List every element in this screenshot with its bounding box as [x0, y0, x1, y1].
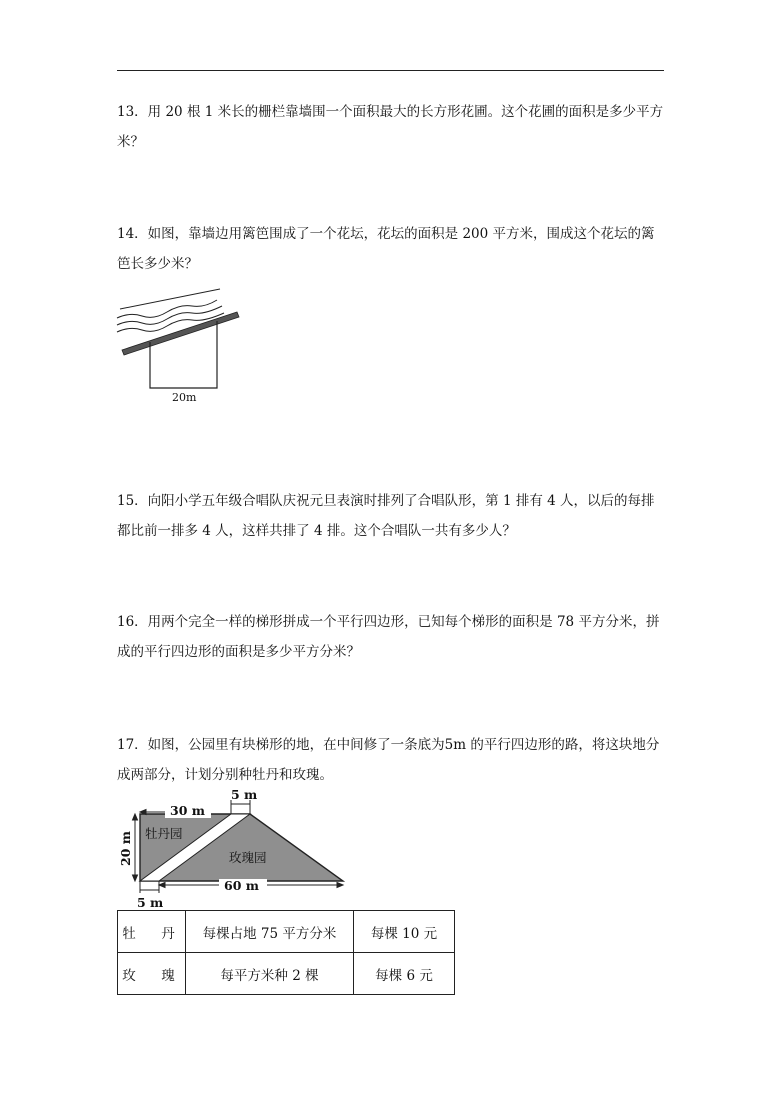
- plant-spec-cell: 每棵占地 75 平方分米: [186, 911, 354, 953]
- wall: [122, 312, 239, 355]
- wall-hatch-line: [120, 289, 220, 309]
- question-15: 15．向阳小学五年级合唱队庆祝元旦表演时排列了合唱队形，第 1 排有 4 人，以后的每排都比前一排多 4 人，这样共排了 4 排。这个合唱队一共有多少人？: [117, 493, 655, 539]
- road-top-label: 5 m: [231, 787, 258, 802]
- question-17: 17．如图，公园里有块梯形的地，在中间修了一条底为5m 的平行四边形的路，将这块地分成两部分，计划分别种牡丹和玫瑰。: [117, 737, 660, 783]
- width-label: 20m: [172, 391, 197, 404]
- figure-17-trapezoid-park: [113, 786, 353, 910]
- question-14: 14．如图，靠墙边用篱笆围成了一个花坛，花坛的面积是 200 平方米，围成这个花坛的篱笆长多少米？: [117, 226, 655, 272]
- peony-garden-label: 牡丹园: [145, 826, 183, 841]
- question-13: 13．用 20 根 1 米长的栅栏靠墙围一个面积最大的长方形花圃。这个花圃的面积是多少平方米？: [117, 104, 664, 150]
- arrow: [133, 814, 138, 820]
- table-row: [118, 911, 455, 953]
- plant-name-cell: 牡 丹: [118, 911, 186, 953]
- arrow: [133, 875, 138, 881]
- planting-table: [117, 910, 455, 995]
- plant-price-cell: 每棵 6 元: [354, 953, 455, 995]
- plant-name-cell: 玫 瑰: [118, 953, 186, 995]
- plant-spec-cell: 每平方米种 2 棵: [186, 953, 354, 995]
- table-row: [118, 953, 455, 995]
- arrow: [159, 883, 165, 888]
- plant-price-cell: 每棵 10 元: [354, 911, 455, 953]
- height-label: 20 m: [118, 831, 133, 866]
- figure-14-flowerbed: [112, 284, 247, 406]
- question-16: 16．用两个完全一样的梯形拼成一个平行四边形，已知每个梯形的面积是 78 平方分米，拼成的平行四边形的面积是多少平方分米？: [117, 614, 660, 660]
- arrow: [337, 883, 343, 888]
- rose-garden-label: 玫瑰园: [229, 850, 267, 865]
- header-rule: [117, 70, 664, 71]
- top-label: 30 m: [170, 803, 205, 818]
- wall-wave-line: [117, 300, 217, 318]
- bottom-label: 60 m: [224, 878, 259, 893]
- road-bottom-label: 5 m: [137, 895, 164, 910]
